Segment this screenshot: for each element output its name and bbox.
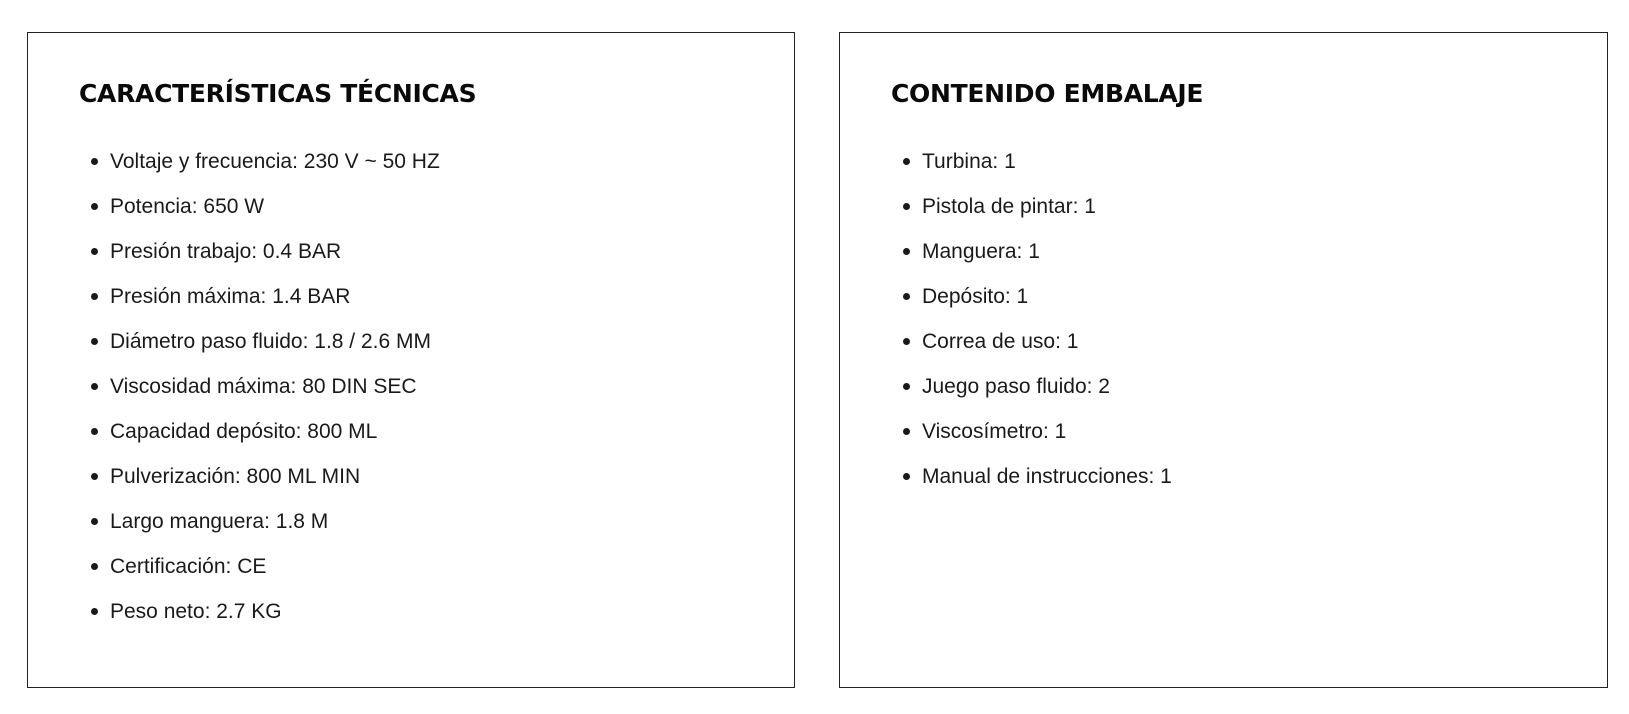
list-item <box>79 319 440 364</box>
spec-text: Peso neto: 2.7 KG <box>110 600 282 623</box>
bullet-icon <box>903 383 910 390</box>
technical-specs-panel <box>27 32 795 688</box>
spec-text: Capacidad depósito: 800 ML <box>110 420 378 443</box>
bullet-icon <box>91 338 98 345</box>
technical-specs-list <box>79 139 440 634</box>
package-item-text: Turbina: 1 <box>922 150 1016 173</box>
package-contents-panel <box>839 32 1608 688</box>
list-item <box>79 544 440 589</box>
bullet-icon <box>903 473 910 480</box>
bullet-icon <box>903 248 910 255</box>
list-item <box>79 184 440 229</box>
package-item-text: Juego paso fluido: 2 <box>922 375 1110 398</box>
list-item <box>891 409 1172 454</box>
list-item <box>79 139 440 184</box>
spec-text: Certificación: CE <box>110 555 267 578</box>
bullet-icon <box>91 158 98 165</box>
list-item <box>79 274 440 319</box>
bullet-icon <box>91 563 98 570</box>
spec-text: Voltaje y frecuencia: 230 V ~ 50 HZ <box>110 150 440 173</box>
spec-text: Potencia: 650 W <box>110 195 265 218</box>
bullet-icon <box>91 428 98 435</box>
bullet-icon <box>91 518 98 525</box>
list-item <box>79 409 440 454</box>
bullet-icon <box>903 293 910 300</box>
package-item-text: Manguera: 1 <box>922 240 1040 263</box>
bullet-icon <box>91 383 98 390</box>
spec-text: Presión trabajo: 0.4 BAR <box>110 240 342 263</box>
bullet-icon <box>91 293 98 300</box>
spec-text: Diámetro paso fluido: 1.8 / 2.6 MM <box>110 330 431 353</box>
bullet-icon <box>903 158 910 165</box>
bullet-icon <box>91 473 98 480</box>
package-contents-title: CONTENIDO EMBALAJE <box>891 79 1204 108</box>
bullet-icon <box>91 608 98 615</box>
package-item-text: Correa de uso: 1 <box>922 330 1079 353</box>
package-item-text: Viscosímetro: 1 <box>922 420 1067 443</box>
package-item-text: Pistola de pintar: 1 <box>922 195 1096 218</box>
list-item <box>891 454 1172 499</box>
bullet-icon <box>91 248 98 255</box>
spec-text: Presión máxima: 1.4 BAR <box>110 285 351 308</box>
list-item <box>79 364 440 409</box>
list-item <box>79 454 440 499</box>
spec-text: Pulverización: 800 ML MIN <box>110 465 361 488</box>
package-item-text: Depósito: 1 <box>922 285 1029 308</box>
list-item <box>79 229 440 274</box>
package-contents-list <box>891 139 1172 499</box>
bullet-icon <box>903 428 910 435</box>
list-item <box>79 499 440 544</box>
package-item-text: Manual de instrucciones: 1 <box>922 465 1172 488</box>
list-item <box>891 319 1172 364</box>
technical-specs-title: CARACTERÍSTICAS TÉCNICAS <box>79 79 477 108</box>
list-item <box>79 589 440 634</box>
list-item <box>891 364 1172 409</box>
spec-text: Viscosidad máxima: 80 DIN SEC <box>110 375 417 398</box>
bullet-icon <box>903 338 910 345</box>
list-item <box>891 274 1172 319</box>
list-item <box>891 139 1172 184</box>
list-item <box>891 229 1172 274</box>
bullet-icon <box>903 203 910 210</box>
list-item <box>891 184 1172 229</box>
bullet-icon <box>91 203 98 210</box>
spec-text: Largo manguera: 1.8 M <box>110 510 329 533</box>
